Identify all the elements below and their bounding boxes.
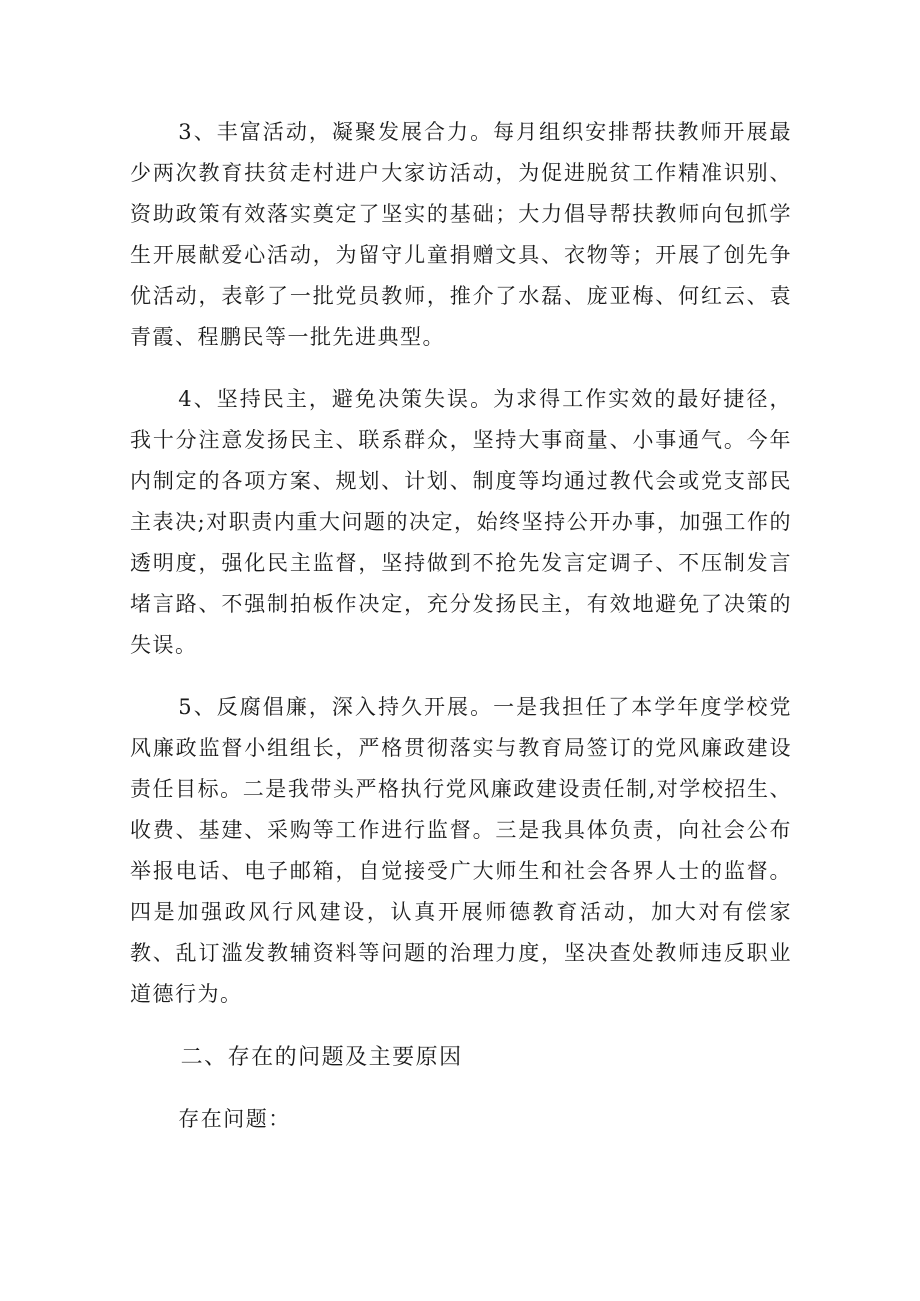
document-body	[130, 112, 792, 1140]
section-heading: 二、存在的问题及主要原因	[180, 1045, 463, 1070]
paragraph-democracy: 4、坚持民主，避免决策失误。为求得工作实效的最好捷径，我十分注意发扬民主、联系群众，坚持大事商量、小事通气。今年内制定的各项方案、规划、计划、制度等均通过教代会或党支部民主表决;对职责内重大问题的决定，始终坚持公开办事，加强工作的透明度，强化民主监督，坚持做到不抢先发言定调子、不压制发言堵言路、不强制拍板作决定，充分发扬民主，有效地避免了决策的失误。	[130, 387, 792, 657]
paragraph-anticorruption: 5、反腐倡廉，深入持久开展。一是我担任了本学年度学校党风廉政监督小组组长，严格贯彻落实与教育局签订的党风廉政建设责任目标。二是我带头严格执行党风廉政建设责任制,对学校招生、收费、基建、采购等工作进行监督。三是我具体负责，向社会公布举报电话、电子邮箱，自觉接受广大师生和社会各界人士的监督。四是加强政风行风建设，认真开展师德教育活动，加大对有偿家教、乱订滥发教辅资料等问题的治理力度，坚决查处教师违反职业道德行为。	[130, 695, 792, 1006]
paragraph-activities: 3、丰富活动，凝聚发展合力。每月组织安排帮扶教师开展最少两次教育扶贫走村进户大家访活动，为促进脱贫工作精准识别、资助政策有效落实奠定了坚实的基础；大力倡导帮扶教师向包抓学生开展献爱心活动，为留守儿童捐赠文具、衣物等；开展了创先争优活动，表彰了一批党员教师，推介了水磊、庞亚梅、何红云、袁青霞、程鹏民等一批先进典型。	[130, 120, 792, 349]
sub-heading: 存在问题：	[178, 1107, 291, 1131]
